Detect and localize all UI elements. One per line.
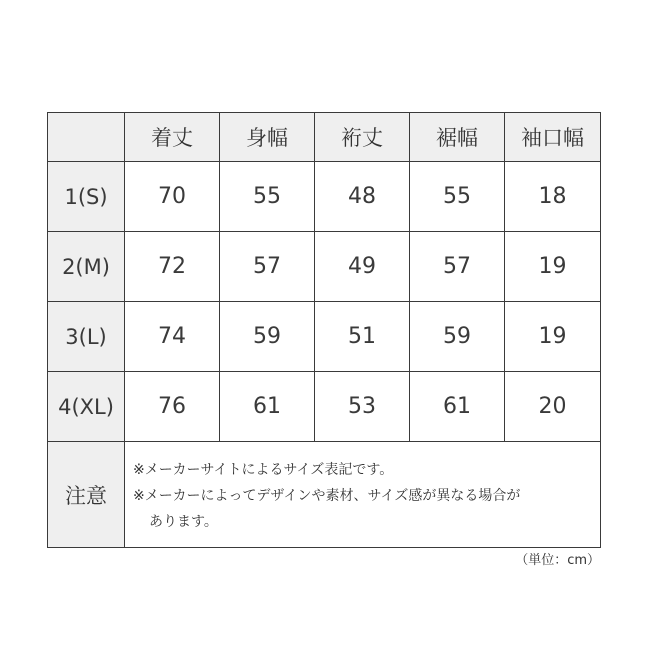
table-row: [48, 162, 601, 232]
value-cell: 19: [505, 232, 601, 302]
size-label: 2(M): [48, 232, 125, 302]
table-row: [48, 372, 601, 442]
value-cell: 59: [410, 302, 505, 372]
value-cell: 59: [220, 302, 315, 372]
note-row: [48, 442, 601, 548]
value-cell: 70: [125, 162, 220, 232]
header-length: 着丈: [125, 113, 220, 162]
value-cell: 61: [410, 372, 505, 442]
table-row: [48, 302, 601, 372]
value-cell: 76: [125, 372, 220, 442]
value-cell: 53: [315, 372, 410, 442]
value-cell: 55: [410, 162, 505, 232]
header-row: [48, 113, 601, 162]
table-row: [48, 232, 601, 302]
header-cuff-width: 袖口幅: [505, 113, 601, 162]
value-cell: 19: [505, 302, 601, 372]
header-width: 身幅: [220, 113, 315, 162]
note-label: 注意: [48, 442, 125, 548]
value-cell: 55: [220, 162, 315, 232]
value-cell: 48: [315, 162, 410, 232]
value-cell: 18: [505, 162, 601, 232]
unit-label: （単位：cm）: [515, 553, 600, 568]
size-label: 4(XL): [48, 372, 125, 442]
value-cell: 57: [410, 232, 505, 302]
note-line: ※メーカーによってデザインや素材、サイズ感が異なる場合が: [133, 487, 521, 504]
value-cell: 51: [315, 302, 410, 372]
value-cell: 74: [125, 302, 220, 372]
note-line: ※メーカーサイトによるサイズ表記です。: [133, 461, 394, 478]
size-label: 3(L): [48, 302, 125, 372]
value-cell: 20: [505, 372, 601, 442]
header-hem-width: 裾幅: [410, 113, 505, 162]
header-sleeve-length: 裄丈: [315, 113, 410, 162]
value-cell: 61: [220, 372, 315, 442]
value-cell: 49: [315, 232, 410, 302]
corner-cell: [48, 113, 125, 162]
size-label: 1(S): [48, 162, 125, 232]
size-table: [47, 112, 601, 548]
note-body: [125, 442, 601, 548]
value-cell: 72: [125, 232, 220, 302]
value-cell: 57: [220, 232, 315, 302]
note-line: あります。: [149, 513, 218, 530]
